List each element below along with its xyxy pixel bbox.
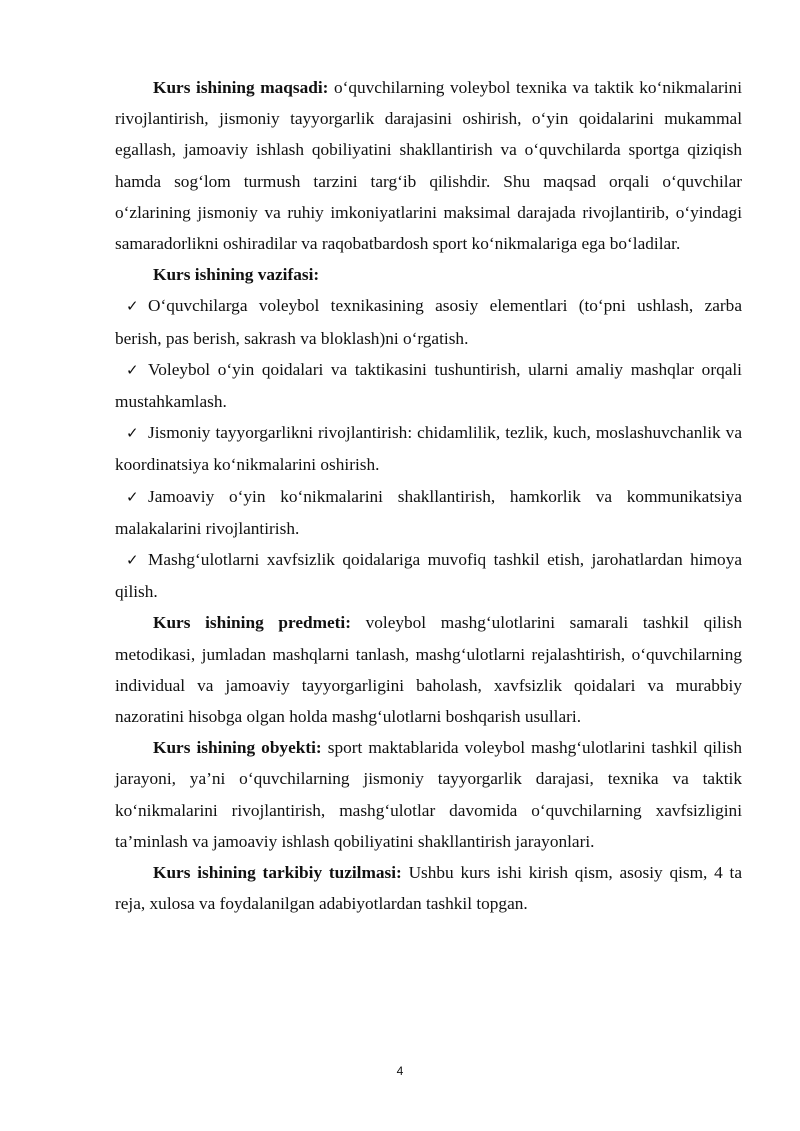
page-content <box>115 72 742 919</box>
heading-tuzilma: Kurs ishining tarkibiy tuzilmasi: <box>153 863 402 883</box>
task-item-text: Mashg‘ulotlarni xavfsizlik qoidalariga muvofiq tashkil etish, jarohatlardan himoya qilish. <box>115 550 742 602</box>
heading-vazifa: Kurs ishining vazifasi: <box>153 265 320 285</box>
checkmark-icon: ✓ <box>126 487 139 506</box>
heading-obyekt: Kurs ishining obyekti: <box>153 738 322 758</box>
task-item <box>115 354 742 417</box>
paragraph-obyekt <box>115 732 742 857</box>
task-item <box>115 417 742 480</box>
heading-predmet: Kurs ishining predmeti: <box>153 613 351 633</box>
text-obyekt: sport maktablarida voleybol mashg‘ulotlarini tashkil qilish jarayoni, ya’ni o‘quvchilarning jismoniy tayyorgarlik darajasi, texnika va taktik ko‘nikmalarini rivojlantirish, mashg‘ulotlar davomida o‘quvchilarning xavfsizligini ta’minlash va jamoaviy ishlash qobiliyatini shakllantirish jarayonlari. <box>115 738 742 851</box>
task-item-text: Jamoaviy o‘yin ko‘nikmalarini shakllantirish, hamkorlik va kommunikatsiya malakalarini rivojlantirish. <box>115 486 742 538</box>
text-tuzilma: Ushbu kurs ishi kirish qism, asosiy qism, 4 ta reja, xulosa va foydalanilgan adabiyotlardan tashkil topgan. <box>115 863 743 914</box>
task-item-text: Jismoniy tayyorgarlikni rivojlantirish: chidamlilik, tezlik, kuch, moslashuvchanlik va koordinatsiya ko‘nikmalarini oshirish. <box>115 423 742 475</box>
checkmark-icon: ✓ <box>126 551 139 570</box>
checkmark-icon: ✓ <box>126 424 139 443</box>
paragraph-vazifa-heading <box>115 259 742 290</box>
paragraph-predmet <box>115 607 742 732</box>
page-number: 4 <box>396 1064 404 1078</box>
task-item <box>115 544 742 607</box>
task-item <box>115 481 742 544</box>
checkmark-icon: ✓ <box>126 360 139 379</box>
task-item-text: O‘quvchilarga voleybol texnikasining asosiy elementlari (to‘pni ushlash, zarba berish, pas berish, sakrash va bloklash)ni o‘rgatish. <box>115 296 742 348</box>
paragraph-tuzilma <box>115 857 742 919</box>
task-item-text: Voleybol o‘yin qoidalari va taktikasini tushuntirish, ularni amaliy mashqlar orqali mustahkamlash. <box>115 359 742 412</box>
text-maqsad: o‘quvchilarning voleybol texnika va taktik ko‘nikmalarini rivojlantirish, jismoniy tayyorgarlik darajasini oshirish, o‘yin qoidalarini mukammal egallash, jamoaviy ishlash qobiliyatini shakllantirish va o‘quvchilarda sportga qiziqish hamda sog‘lom turmush tarzini targ‘ib qilishdir. Shu maqsad orqali o‘quvchilar o‘zlarining jismoniy va ruhiy imkoniyatlarini maksimal darajada rivojlantirib, o‘yindagi samaradorlikni oshiradilar va raqobatbardosh sport ko‘nikmalariga ega bo‘ladilar. <box>115 78 742 254</box>
text-predmet: voleybol mashg‘ulotlarini samarali tashkil qilish metodikasi, jumladan mashqlarni tanlash, mashg‘ulotlarni rejalashtirish, o‘quvchilarning individual va jamoaviy tayyorgarligini baholash, xavfsizlik qoidalari va murabbiy nazoratini hisobga olgan holda mashg‘ulotlarni boshqarish usullari. <box>115 613 742 727</box>
heading-maqsad: Kurs ishining maqsadi: <box>153 78 329 97</box>
task-item <box>115 290 742 353</box>
checkmark-icon: ✓ <box>126 297 139 316</box>
paragraph-maqsad <box>115 72 742 259</box>
